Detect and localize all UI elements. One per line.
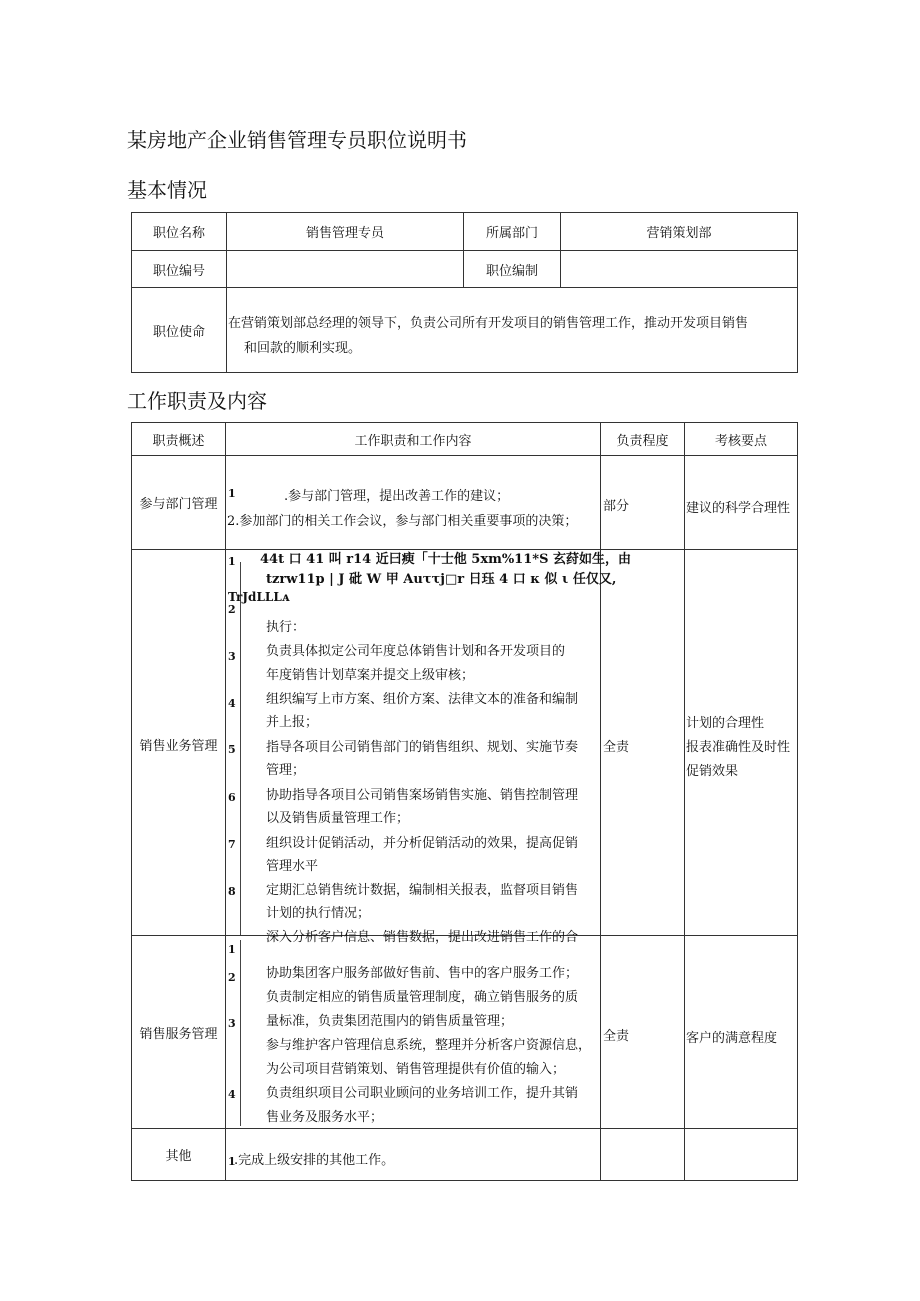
row2-line-3: 年度销售计划草案并提交上级审核；: [266, 668, 475, 683]
section-title-basic: 基本情况: [127, 178, 207, 202]
value-headcount: [561, 251, 797, 287]
header-degree: 负责程度: [616, 433, 669, 449]
row2-line-8: 协助指导各项目公司销售案场销售实施、销售控制管理: [266, 788, 579, 803]
row2-check-3: 促销效果: [686, 764, 739, 779]
mission-line-1: 在营销策划部总经理的领导下，负责公司所有开发项目的销售管理工作，推动开发项目销售: [228, 316, 749, 331]
row1-duty-1: .参与部门管理，提出改善工作的建议；: [284, 489, 510, 504]
row-label-sales-business: 销售业务管理: [139, 739, 218, 754]
value-position-name: 销售管理专员: [305, 226, 384, 241]
row3-check: 客户的满意程度: [686, 1031, 778, 1046]
row2-line-5: 并上报；: [266, 715, 319, 730]
row3-line-4: 参与维护客户管理信息系统，整理并分析客户资源信息，: [266, 1038, 592, 1053]
row4-number-1: 1: [228, 1155, 236, 1168]
header-content: 工作职责和工作内容: [354, 433, 472, 449]
row1-degree: 部分: [603, 499, 630, 514]
row3-number-4: 4: [228, 1088, 236, 1101]
label-headcount: 职位编制: [485, 263, 538, 279]
row1-check: 建议的科学合理性: [686, 501, 791, 516]
basic-info-table: [131, 212, 798, 373]
row2-number-2: 2: [228, 603, 236, 616]
row3-line-1: 协助集团客户服务部做好售前、售中的客户服务工作；: [266, 966, 579, 981]
section-title-duties: 工作职责及内容: [127, 389, 267, 413]
row3-degree: 全责: [603, 1029, 630, 1044]
row1-duty-2: 2.参加部门的相关工作会议，参与部门相关重要事项的决策；: [227, 514, 578, 529]
row3-number-3: 3: [228, 1017, 236, 1030]
row4-duty-1: .完成上级安排的其他工作。: [234, 1153, 395, 1168]
duties-table: [131, 422, 798, 1181]
row2-line-6: 指导各项目公司销售部门的销售组织、规划、实施节奏: [266, 740, 579, 755]
label-position-number: 职位编号: [152, 263, 205, 279]
row3-number-2: 2: [228, 971, 236, 984]
row2-check-1: 计划的合理性: [686, 716, 765, 731]
row2-line-10: 组织设计促销活动，并分析促销活动的效果，提高促销: [266, 836, 579, 851]
row3-line-3: 量标准，负责集团范围内的销售质量管理；: [266, 1014, 514, 1029]
row3-line-2: 负责制定相应的销售质量管理制度，确立销售服务的质: [266, 990, 579, 1005]
row2-number-4: 4: [228, 697, 236, 710]
row2-degree: 全责: [603, 740, 630, 755]
row2-line-2: 负责具体拟定公司年度总体销售计划和各开发项目的: [266, 644, 566, 659]
row2-garbled-line-2: tzrw11p | J 砒 W 甲 Auττj□r 日珏 4 口 κ 似 ι 任仅又,: [266, 572, 617, 587]
row2-number-3: 3: [228, 650, 236, 663]
row-label-sales-service: 销售服务管理: [139, 1026, 218, 1042]
row2-number-5: 5: [228, 743, 236, 756]
row2-line-9: 以及销售质量管理工作；: [266, 811, 410, 826]
mission-line-2: 和回款的顺利实现。: [244, 341, 362, 356]
row2-line-1: 执行：: [266, 620, 306, 635]
row2-line-13: 计划的执行情况；: [266, 906, 371, 921]
row2-line-7: 管理；: [266, 763, 306, 778]
row2-number-7: 7: [228, 838, 236, 851]
label-mission: 职位使命: [152, 324, 205, 340]
row2-check-2: 报表准确性及时性: [686, 740, 791, 755]
header-summary: 职责概述: [152, 433, 205, 449]
row-label-dept-management: 参与部门管理: [139, 497, 218, 512]
row3-line-7: 售业务及服务水平；: [266, 1110, 384, 1125]
row2-number-1: 1: [228, 555, 236, 568]
row2-number-6: 6: [228, 791, 236, 804]
row2-line-14: 深入分析客户信息、销售数据，提出改进销售工作的合: [266, 930, 579, 945]
row2-number-8: 8: [228, 885, 236, 898]
value-position-number: [227, 251, 463, 287]
label-position-name: 职位名称: [152, 226, 205, 241]
row1-number-1: 1: [228, 487, 236, 500]
value-department: 营销策划部: [646, 226, 712, 241]
row2-line-4: 组织编写上市方案、组价方案、法律文本的准备和编制: [266, 692, 579, 707]
row2-garbled-line-1: 44t 口 41 叫 r14 近曰瘐「十士他 5xm%11*S 玄荮如生，由: [260, 552, 631, 567]
row2-line-11: 管理水平: [266, 859, 319, 874]
row-label-other: 其他: [165, 1149, 192, 1164]
row3-number-1: 1: [228, 943, 236, 956]
row3-line-6: 负责组织项目公司职业顾问的业务培训工作，提升其销: [266, 1086, 579, 1101]
document-title: 某房地产企业销售管理专员职位说明书: [127, 128, 467, 152]
row3-line-5: 为公司项目营销策划、销售管理提供有价值的输入；: [266, 1062, 566, 1077]
row2-line-12: 定期汇总销售统计数据，编制相关报表，监督项目销售: [266, 883, 579, 898]
row3-content: [226, 936, 600, 1128]
label-department: 所属部门: [485, 226, 538, 241]
header-check: 考核要点: [714, 433, 767, 449]
row2-garbled-line-3: TrJdLLLᴀ: [228, 590, 290, 604]
